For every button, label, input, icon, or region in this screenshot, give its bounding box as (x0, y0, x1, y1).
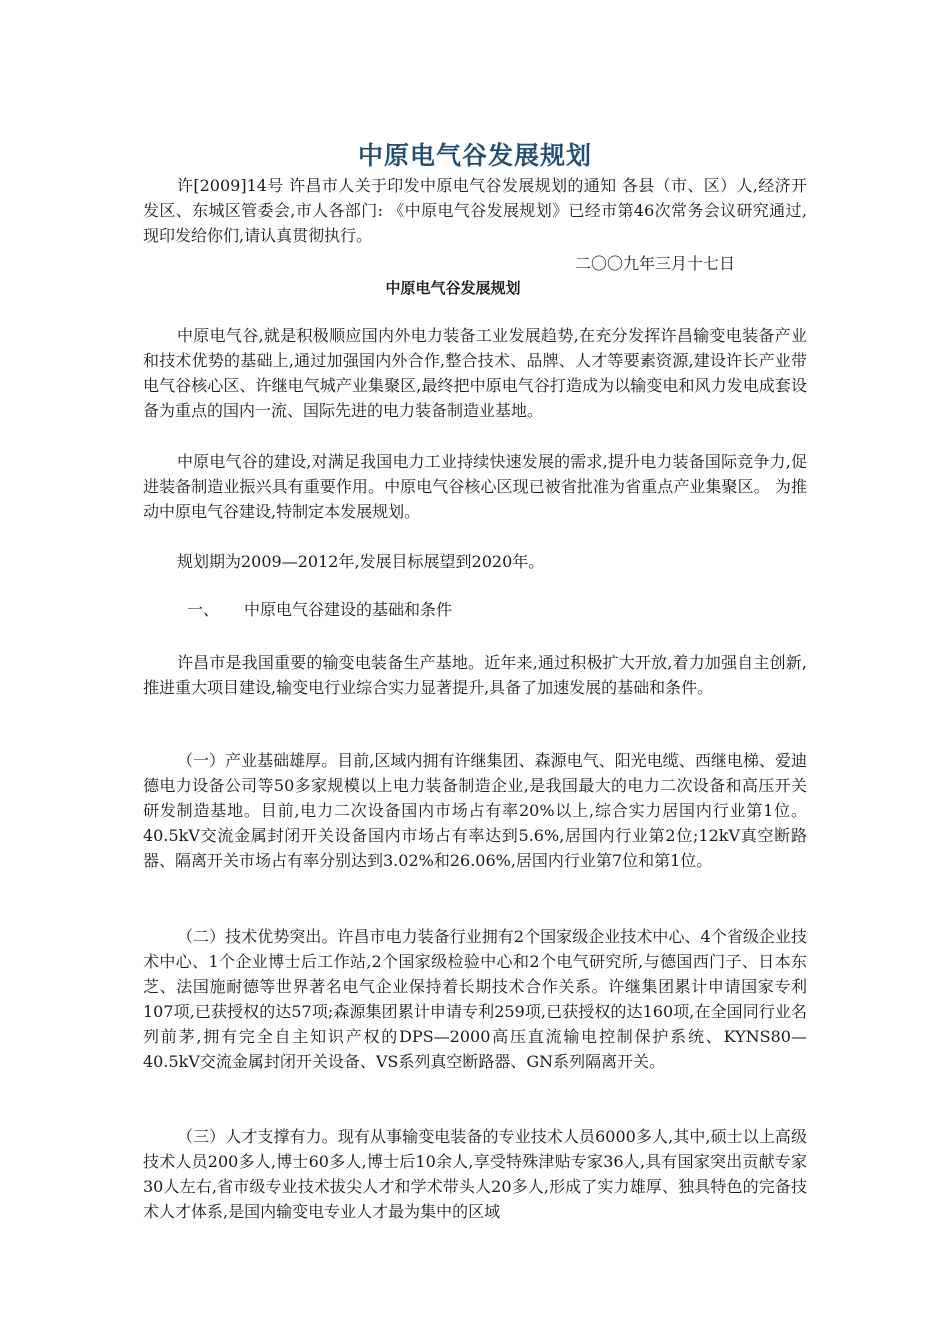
paragraph-intro: 中原电气谷,就是积极顺应国内外电力装备工业发展趋势,在充分发挥许昌输变电装备产业和技术优势的基础上,通过加强国内外合作,整合技术、品牌、人才等要素资源,建设许长产业带电气谷核心区、许继电气城产业集聚区,最终把中原电气谷打造成为以输变电和风力发电成套设备为重点的国内一流、国际先进的电力装备制造业基地。 (143, 326, 807, 420)
document-subtitle: 中原电气谷发展规划 (385, 279, 521, 297)
issue-date: 二〇〇九年三月十七日 (575, 254, 736, 273)
item-industry-base: （一）产业基础雄厚。目前,区域内拥有许继集团、森源电气、阳光电缆、西继电梯、爱迪德电力设备公司等50多家规模以上电力装备制造企业,是我国最大的电力二次设备和高压开关研发制造基地。目前,电力二次设备国内市场占有率20%以上,综合实力居国内行业第1位。40.5kV交流金属封闭开关设备国内市场占有率达到5.6%,居国内行业第2位;12kV真空断路器、隔离开关市场占有率分别达到3.02%和26.06%,居国内行业第7位和第1位。 (143, 751, 807, 870)
paragraph-planning-period: 规划期为2009—2012年,发展目标展望到2020年。 (177, 552, 545, 571)
section-number: 一、 (187, 600, 220, 619)
notice-paragraph: 许[2009]14号 许昌市人关于印发中原电气谷发展规划的通知 各县（市、区）人,经济开发区、东城区管委会,市人各部门: 《中原电气谷发展规划》已经市第46次常务会议研究通过,现印发给你们,请认真贯彻执行。 (143, 176, 807, 245)
item-talent-support: （三）人才支撑有力。现有从事输变电装备的专业技术人员6000多人,其中,硕士以上高级技术人员200多人,博士60多人,博士后10余人,享受特殊津贴专家36人,具有国家突出贡献专家30人左右,省市级专业技术拔尖人才和学术带头人20多人,形成了实力雄厚、独具特色的完备技术人才体系,是国内输变电专业人才最为集中的区域 (143, 1127, 807, 1221)
document-title: 中原电气谷发展规划 (357, 141, 592, 170)
section-title: 中原电气谷建设的基础和条件 (244, 600, 453, 619)
section-intro-paragraph: 许昌市是我国重要的输变电装备生产基地。近年来,通过积极扩大开放,着力加强自主创新,推进重大项目建设,输变电行业综合实力显著提升,具备了加速发展的基础和条件。 (143, 653, 807, 697)
section-heading (187, 597, 452, 622)
paragraph-significance: 中原电气谷的建设,对满足我国电力工业持续快速发展的需求,提升电力装备国际竞争力,促进装备制造业振兴具有重要作用。中原电气谷核心区现已被省批准为省重点产业集聚区。 为推动中原电气谷建设,特制定本发展规划。 (143, 452, 807, 521)
item-technology-advantage: （二）技术优势突出。许昌市电力装备行业拥有2个国家级企业技术中心、4个省级企业技术中心、1个企业博士后工作站,2个国家级检验中心和2个电气研究所,与德国西门子、日本东芝、法国施耐德等世界著名电气企业保持着长期技术合作关系。许继集团累计申请国家专利107项,已获授权的达57项;森源集团累计申请专利259项,已获授权的达160项,在全国同行业名列前茅,拥有完全自主知识产权的DPS—2000高压直流输电控制保护系统、KYNS80—40.5kV交流金属封闭开关设备、VS系列真空断路器、GN系列隔离开关。 (143, 927, 807, 1071)
